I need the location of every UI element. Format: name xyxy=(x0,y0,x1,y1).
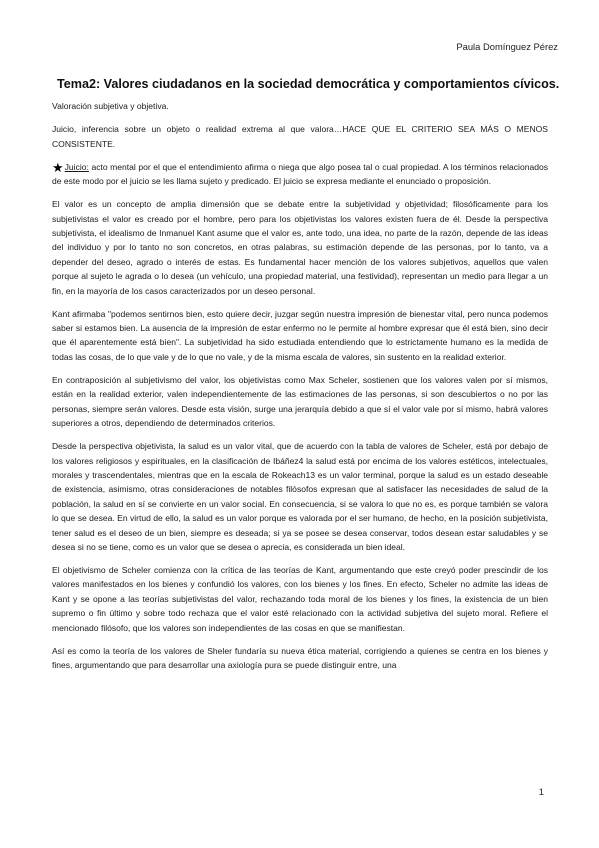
page-number: 1 xyxy=(538,786,544,797)
author-name: Paula Domínguez Pérez xyxy=(456,41,558,52)
star-icon: ★ xyxy=(52,159,64,175)
paragraph-juicio-intro: Juicio, inferencia sobre un objeto o realidad extrema al que valora…HACE QUE EL CRITERIO SEA MÁS O MENOS CONSISTENTE. xyxy=(52,124,548,149)
section-subtitle: Valoración subjetiva y objetiva. xyxy=(52,101,169,111)
paragraph-scheler: El objetivismo de Scheler comienza con la crítica de las teorías de Kant, argumentando que este creyó poder prescindir de los valores manifestados en los bienes y confundió los valores, con los bienes y los fines. En efecto, Scheler no admite las ideas de Kant y se opone a las teorías subjetivistas del valor, rechazando toda moral de los bienes y los fines, la existencia de un bien supremo o fin último y sobre todo rechaza que el valor esté relacionado con la actividad subjetiva del sujeto moral. Refiere el mencionado filósofo, que los valores son independientes de las cosas en que se manifiestan. xyxy=(52,564,548,633)
paragraph-kant: Kant afirmaba "podemos sentirnos bien, esto quiere decir, juzgar según nuestra impresión de bienestar vital, pero nunca podemos saber si estamos bien. La ausencia de la impresión de estar enfermo no le permite al hombre expresar que él está bien, sino decir que él aparentemente está bien". La subjetividad ha sido estudiada entendiendo que lo estrictamente humano es la medida de todas las cosas, de lo que vale y de lo que no vale, y de la misma escala de valores, sin sustento en la realidad exterior. xyxy=(52,308,548,362)
document-title: Tema2: Valores ciudadanos en la sociedad democrática y comportamientos cívicos. xyxy=(57,77,560,91)
document-body xyxy=(52,99,548,681)
definition-text: acto mental por el que el entendimiento afirma o niega que algo posea tal o cual propiedad. A los términos relacionados de este modo por el juicio se les llama sujeto y predicado. El juicio se expresa mediante el enunciado o proposición. xyxy=(52,161,548,187)
paragraph-objetivistas: En contraposición al subjetivismo del valor, los objetivistas como Max Scheler, sostienen que los valores valen por sí mismos, están en la realidad exterior, valen independientemente de las estimaciones de las personas, si son descubiertos o no por las personas, siempre serán valores. Desde esta visión, surge una jerarquía debido a que sí el valor vale por sí mismo, habrá valores superiores a otros, dependiendo de determinados criterios. xyxy=(52,374,548,429)
paragraph-etica-material: Así es como la teoría de los valores de Sheler fundaría su nueva ética material, corrigiendo a quienes se centra en los bienes y fines, argumentando que para desarrollar una axiología pura se puede distinguir entre, una xyxy=(52,645,548,670)
paragraph-juicio-definition xyxy=(52,160,548,189)
paragraph-valor-concepto: El valor es un concepto de amplia dimensión que se debate entre la subjetividad y objetividad; filosóficamente para los subjetivistas el valor es creado por el hombre, pero para los objetivistas los valores existen fuera de él. Desde la perspectiva subjetivista, el idealismo de Inmanuel Kant asume que el valor es, ante todo, una idea, no parte de la razón, depende de las ideas del individuo y por lo tanto no son concretos, en otras palabras, su estimación depende de las personas, por lo tanto, va a depender del deseo, agrado o interés de estas. Es fundamental hacer mención de los valores subjetivos, aquellos que valen porque al sujeto le agrada o lo desea (un vehículo, una propiedad material, una festividad), representan un medio para llegar a un fin, en la mayoría de los casos caracterizados por un deseo personal. xyxy=(52,199,548,296)
paragraph-salud: Desde la perspectiva objetivista, la salud es un valor vital, que de acuerdo con la tabla de valores de Scheler, está por debajo de los valores religiosos y espirituales, en la clasificación de Ibáñez4 la salud está por encima de los valores estéticos, intelectuales, morales y trascendentales, mientras que en la escala de Rokeach13 es un valor terminal, porque la salud es un estado deseable de existencia, asimismo, otras consideraciones de notables filósofos expresan que al satisfacer las necesidades de salud de la población, la salud en sí se convierte en un valor social. En consecuencia, si se valora lo que no es, es porque también se valora lo que se desea. En virtud de ello, la salud es un valor porque es valorada por el ser humano, de hecho, en la posición subjetivista, tener salud es el deseo de un bien, siempre es deseada; si ya se posee se desea conservar, todos desean estar saludables y se desea si no se tiene, como es un valor que se desea o aprecia, es considerada un bien ideal. xyxy=(52,441,548,552)
term-juicio: Juicio: xyxy=(64,161,89,172)
